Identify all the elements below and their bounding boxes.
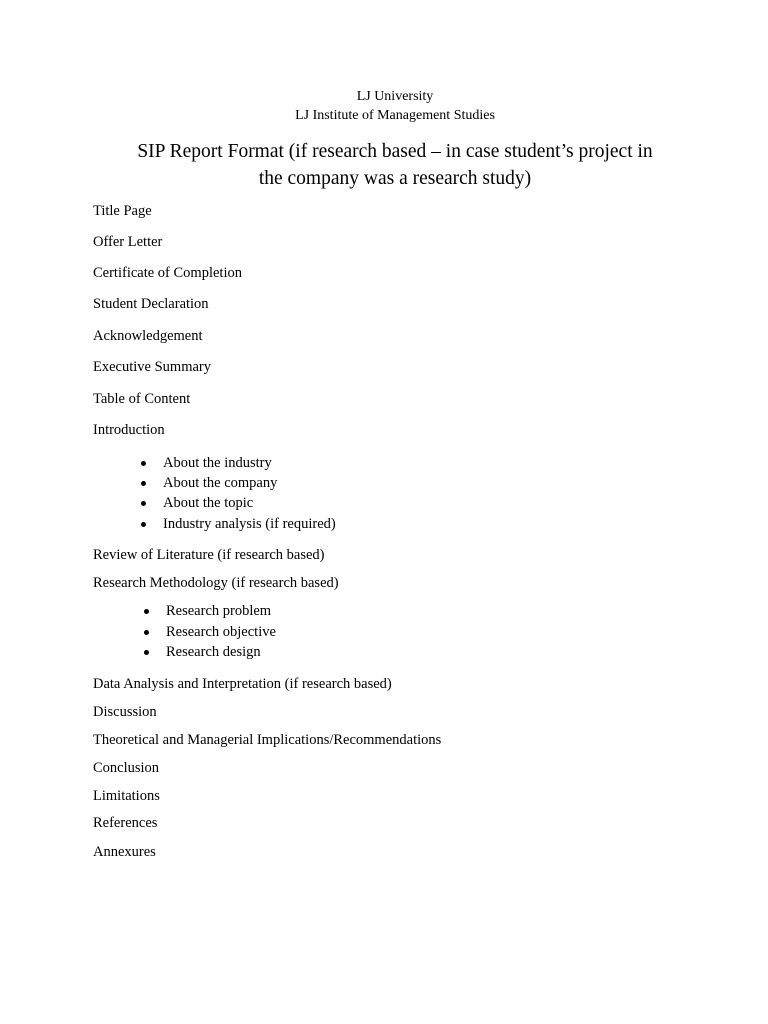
section-item-conclusion: Conclusion <box>93 760 160 776</box>
document-title-line-1: SIP Report Format (if research based – in case student’s project in <box>137 141 653 162</box>
bullet-icon <box>141 481 146 486</box>
section-item-acknowledgement: Acknowledgement <box>93 328 203 344</box>
section-item-offer-letter: Offer Letter <box>93 234 163 250</box>
section-item-certificate: Certificate of Completion <box>93 265 242 281</box>
intro-bullet-company: About the company <box>163 475 278 491</box>
document-title-line-2: the company was a research study) <box>258 168 532 189</box>
intro-bullet-topic: About the topic <box>163 495 254 511</box>
method-bullet-problem: Research problem <box>166 603 272 619</box>
section-item-methodology: Research Methodology (if research based) <box>93 575 339 591</box>
section-item-title-page: Title Page <box>93 203 152 219</box>
section-item-discussion: Discussion <box>93 704 157 720</box>
section-item-annexures: Annexures <box>93 844 156 860</box>
bullet-icon <box>141 461 146 466</box>
section-item-implications: Theoretical and Managerial Implications/Recommendations <box>93 732 442 748</box>
section-item-introduction: Introduction <box>93 422 165 438</box>
method-bullet-objective: Research objective <box>166 624 276 640</box>
section-item-references: References <box>93 815 158 831</box>
intro-bullet-industry: About the industry <box>163 455 272 471</box>
section-item-literature: Review of Literature (if research based) <box>93 547 325 563</box>
intro-bullet-industry-analysis: Industry analysis (if required) <box>163 516 336 532</box>
section-item-executive-summary: Executive Summary <box>93 359 211 375</box>
section-item-limitations: Limitations <box>93 788 160 804</box>
method-bullet-design: Research design <box>166 644 261 660</box>
section-item-table-of-content: Table of Content <box>93 391 191 407</box>
bullet-icon <box>144 609 149 614</box>
section-item-data-analysis: Data Analysis and Interpretation (if research based) <box>93 676 392 692</box>
section-item-declaration: Student Declaration <box>93 296 209 312</box>
bullet-icon <box>144 630 149 635</box>
bullet-icon <box>141 522 146 527</box>
bullet-icon <box>141 501 146 506</box>
bullet-icon <box>144 650 149 655</box>
university-name: LJ University <box>356 89 434 104</box>
institute-name: LJ Institute of Management Studies <box>295 108 495 123</box>
